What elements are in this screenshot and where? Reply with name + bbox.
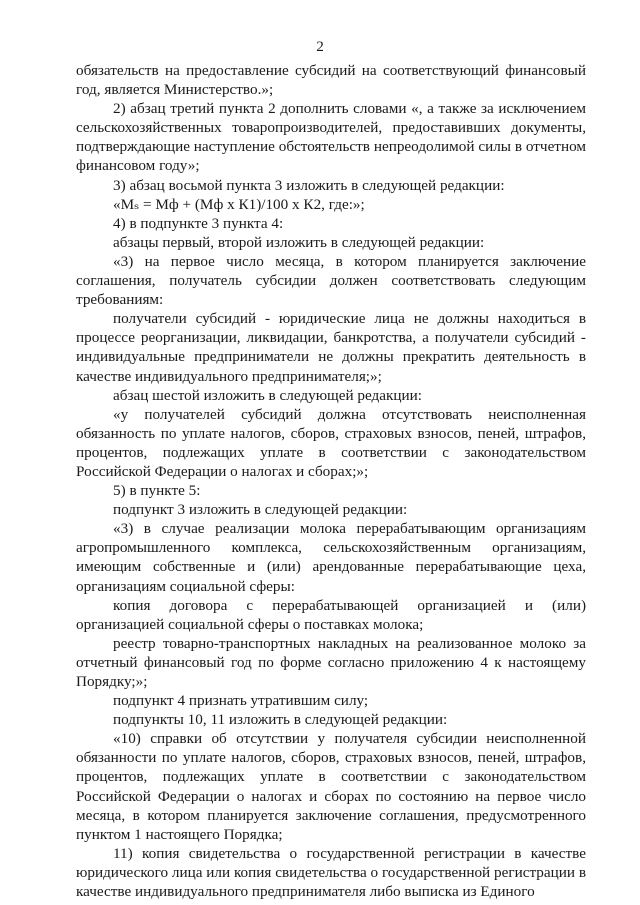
paragraph-contract-copy: копия договора с перерабатывающей организацией и (или) организацией социальной сферы о поставках молока; — [76, 596, 586, 633]
paragraph-item-4: 4) в подпункте 3 пункта 4: — [113, 214, 284, 232]
formula-line: «Мₛ = Мф + (Мф х К1)/100 х К2, где:»; — [113, 195, 365, 213]
paragraph-quote-obligation: «у получателей субсидий должна отсутствовать неисполненная обязанность по уплате налогов, сборов, страховых взносов, пеней, штрафов, процентов, подлежащих уплате в соответствии с законодательством Российской Федерации о налогах и сборах;»; — [76, 405, 586, 480]
paragraph-quote-3: «3) на первое число месяца, в котором планируется заключение соглашения, получатель субсидии должен соответствовать следующим требованиям: — [76, 252, 586, 309]
paragraph-registry: реестр товарно-транспортных накладных на реализованное молоко за отчетный финансовый год по форме согласно приложению 4 к настоящему Порядку;»; — [76, 634, 586, 690]
paragraph-continuation: обязательств на предоставление субсидий на соответствующий финансовый год, является Министерство.»; — [76, 62, 586, 99]
paragraph-quote-10: «10) справки об отсутствии у получателя субсидии неисполненной обязанности по уплате налогов, сборов, страховых взносов, пеней, штрафов, процентов, подлежащих уплате в соответствии с законодательством Российской Федерации о налогах и сборах по состоянию на первое число месяца, в котором планируется заключение соглашения, предусмотренного пунктом 1 настоящего Порядка; — [76, 730, 586, 843]
document-body — [76, 61, 586, 901]
paragraph-abzatsy: абзацы первый, второй изложить в следующей редакции: — [113, 233, 485, 251]
paragraph-item-5: 5) в пункте 5: — [113, 482, 201, 500]
paragraph-subitem-4: подпункт 4 признать утратившим силу; — [113, 692, 369, 710]
paragraph-item-2: 2) абзац третий пункта 2 дополнить словами «, а также за исключением сельскохозяйственных товаропроизводителей, предоставивших документы, подтверждающие наступление обстоятельств непреодолимой силы в отчетном финансовом году»; — [76, 100, 586, 175]
paragraph-item-11: 11) копия свидетельства о государственной регистрации в качестве юридического лица или копия свидетельства о государственной регистрации в качестве индивидуального предпринимателя либо выписка из Единого — [76, 844, 586, 901]
paragraph-subitem-3: подпункт 3 изложить в следующей редакции: — [113, 501, 408, 519]
page-number: 2 — [316, 38, 324, 55]
paragraph-quote-milk: «3) в случае реализации молока перерабатывающим организациям агропромышленного комплекса, сельскохозяйственным организациям, имеющим собственные и (или) арендованные перерабатывающие цеха, организациям социальной сферы: — [76, 520, 586, 595]
paragraph-recipients: получатели субсидий - юридические лица не должны находиться в процессе реорганизации, ликвидации, банкротства, а получатели субсидий - индивидуальные предприниматели не должны прекратить деятельность в качестве индивидуального предпринимателя;»; — [76, 310, 586, 385]
paragraph-item-3: 3) абзац восьмой пункта 3 изложить в следующей редакции: — [113, 176, 505, 194]
paragraph-abzats-6: абзац шестой изложить в следующей редакции: — [113, 386, 422, 404]
paragraph-subitems-10-11: подпункты 10, 11 изложить в следующей редакции: — [113, 711, 448, 729]
